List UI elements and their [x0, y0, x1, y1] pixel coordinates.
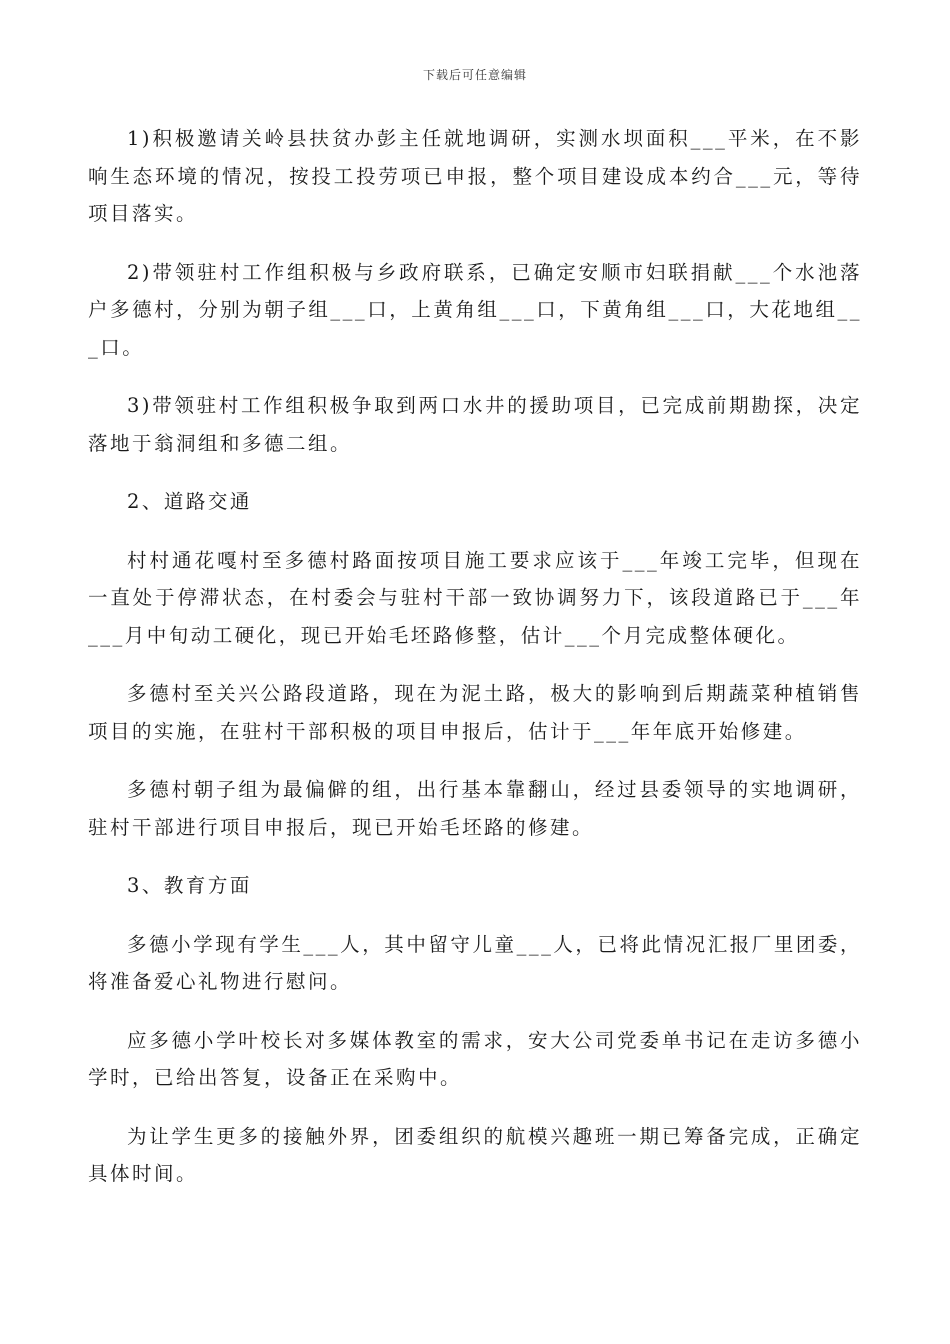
document-body: [88, 120, 862, 1214]
section-heading-roads: 2、道路交通: [127, 490, 252, 513]
paragraph-multimedia-classroom: 应多德小学叶校长对多媒体教室的需求，安大公司党委单书记在走访多德小学时，已给出答复，设备正在采购中。: [88, 1028, 862, 1089]
paragraph-road-chaozi: 多德村朝子组为最偏僻的组，出行基本靠翻山，经过县委领导的实地调研，驻村干部进行项目申报后，现已开始毛坯路的修建。: [88, 778, 862, 839]
section-heading-education: 3、教育方面: [127, 874, 252, 897]
paragraph-road-huaga: 村村通花嘎村至多德村路面按项目施工要求应该于___年竣工完毕，但现在一直处于停滞状态，在村委会与驻村干部一致协调努力下，该段道路已于___年___月中旬动工硬化，现已开始毛坯路修整，估计___个月完成整体硬化。: [88, 548, 862, 647]
paragraph-water-tanks: 2)带领驻村工作组积极与乡政府联系，已确定安顺市妇联捐献___个水池落户多德村，分别为朝子组___口，上黄角组___口，下黄角组___口，大花地组___口。: [88, 260, 862, 359]
page-header: 下载后可任意编辑: [422, 68, 527, 82]
paragraph-model-class: 为让学生更多的接触外界，团委组织的航模兴趣班一期已筹备完成，正确定具体时间。: [88, 1124, 862, 1185]
paragraph-school-students: 多德小学现有学生___人，其中留守儿童___人，已将此情况汇报厂里团委，将准备爱心礼物进行慰问。: [88, 932, 862, 993]
paragraph-water-dam: 1)积极邀请关岭县扶贫办彭主任就地调研，实测水坝面积___平米，在不影响生态环境的情况，按投工投劳项已申报，整个项目建设成本约合___元，等待项目落实。: [88, 127, 862, 225]
paragraph-water-wells: 3)带领驻村工作组积极争取到两口水井的援助项目，已完成前期勘探，决定落地于翁洞组和多德二组。: [88, 394, 862, 455]
paragraph-road-guanxing: 多德村至关兴公路段道路，现在为泥土路，极大的影响到后期蔬菜种植销售项目的实施，在驻村干部积极的项目申报后，估计于___年年底开始修建。: [88, 682, 862, 743]
